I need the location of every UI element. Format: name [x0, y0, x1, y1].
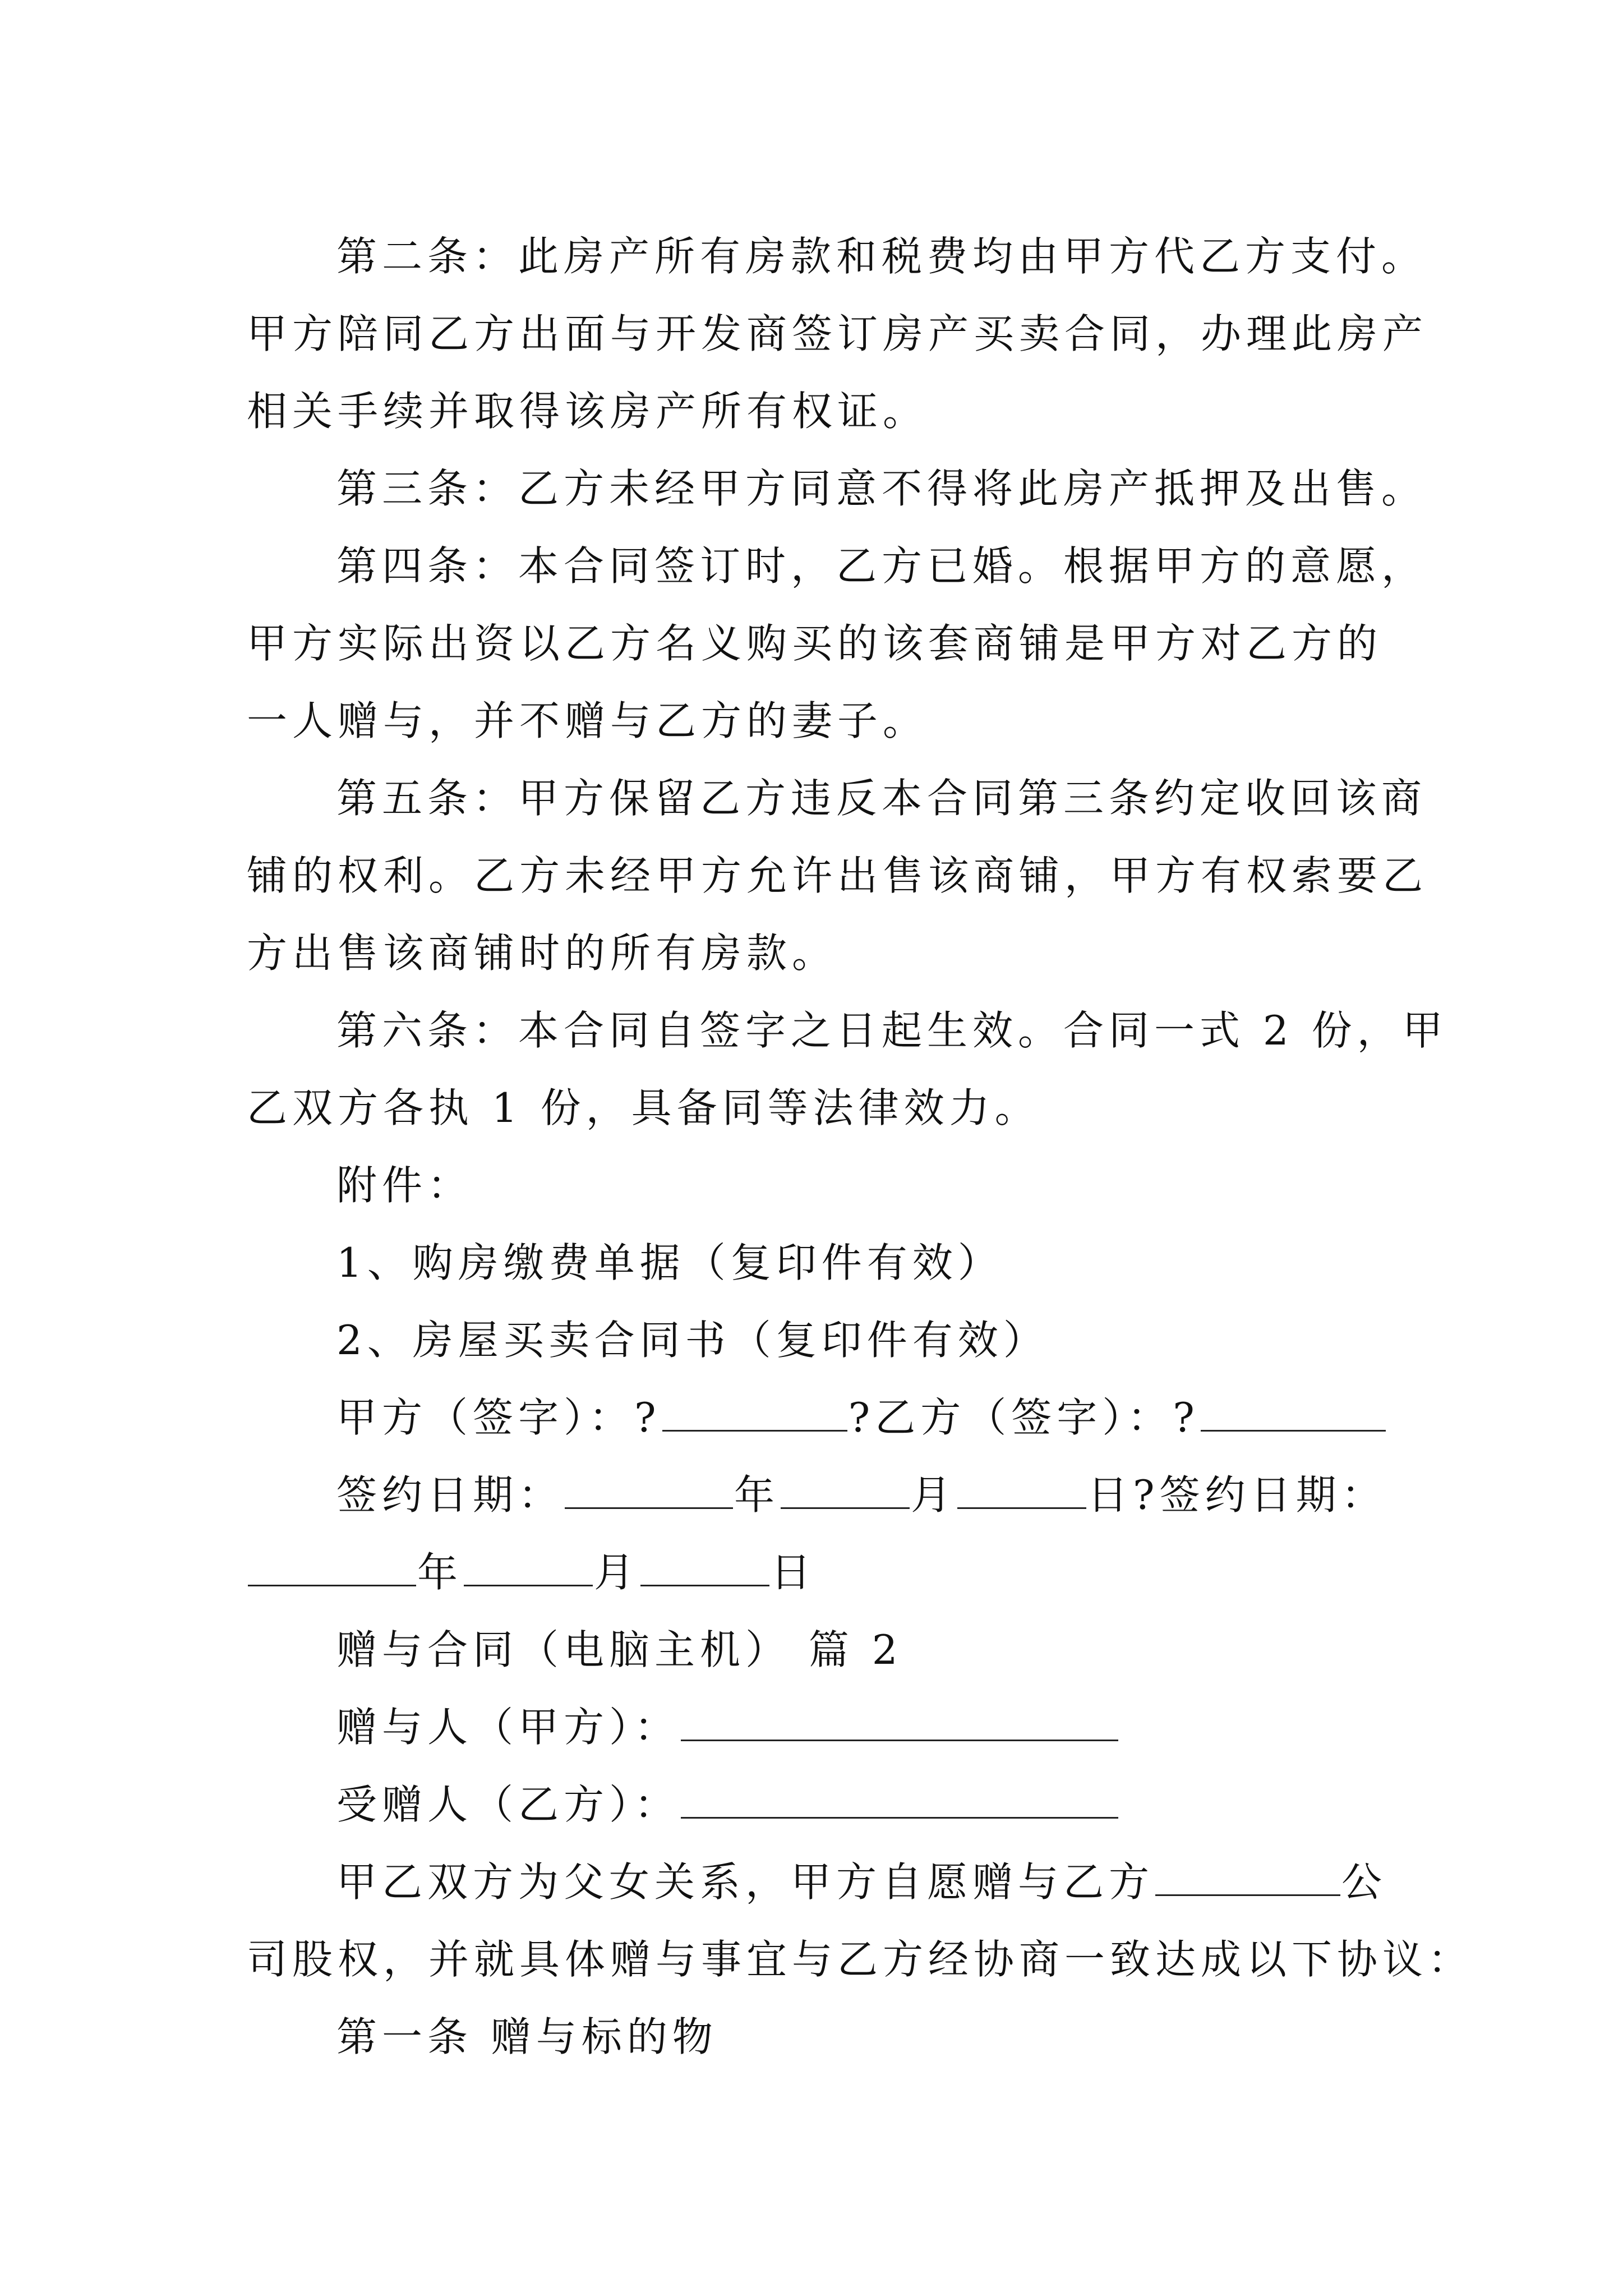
donor-blank [681, 1705, 1118, 1741]
day-blank-2 [640, 1550, 769, 1586]
party-a-sign-blank [662, 1395, 847, 1432]
party-b-sign-label: ?乙方（签字）：? [848, 1394, 1200, 1441]
attachment-1: 1、购房缴费单据（复印件有效） [336, 1239, 1003, 1286]
sign-date-line-2 [247, 1534, 1391, 1611]
article-6-line-1: 第六条：本合同自签字之日起生效。合同一式 2 份，甲 [336, 1007, 1448, 1054]
article-2-line-2: 甲方陪同乙方出面与开发商签订房产买卖合同，办理此房产 [247, 310, 1428, 357]
year-label: 年 [734, 1471, 780, 1519]
intro-line-2: 司股权，并就具体赠与事宜与乙方经协商一致达成以下协议： [247, 1936, 1474, 1983]
donee-line [247, 1766, 1391, 1843]
article-6-line-2: 乙双方各执 1 份，具备同等法律效力。 [247, 1084, 1040, 1131]
article-3: 第三条：乙方未经甲方同意不得将此房产抵押及出售。 [336, 465, 1427, 512]
donee-blank [681, 1782, 1118, 1819]
article-5-line-3: 方出售该商铺时的所有房款。 [247, 930, 838, 977]
year-label-2: 年 [417, 1549, 463, 1596]
document-body [247, 218, 1474, 2076]
article-2-line-3: 相关手续并取得该房产所有权证。 [247, 388, 929, 435]
signature-line [247, 1379, 1391, 1456]
donor-line [247, 1688, 1391, 1766]
party-a-sign-label: 甲方（签字）：? [336, 1394, 661, 1441]
intro-text-a: 甲乙双方为父女关系，甲方自愿赠与乙方 [336, 1858, 1155, 1906]
contract-2-title: 赠与合同（电脑主机） 篇 2 [336, 1626, 903, 1673]
party-b-sign-blank [1201, 1395, 1386, 1432]
month-blank [781, 1473, 910, 1509]
year-blank-2 [248, 1550, 416, 1586]
article-2-line-1: 第二条：此房产所有房款和税费均由甲方代乙方支付。 [336, 233, 1427, 280]
article-4-line-1: 第四条：本合同签订时，乙方已婚。根据甲方的意愿， [336, 542, 1427, 590]
day-label-2: 日 [771, 1549, 817, 1596]
article-5-line-1: 第五条：甲方保留乙方违反本合同第三条约定收回该商 [336, 775, 1427, 822]
article-1-heading: 第一条 赠与标的物 [336, 2013, 718, 2060]
article-4-line-2: 甲方实际出资以乙方名义购买的该套商铺是甲方对乙方的 [247, 620, 1383, 667]
month-blank-2 [464, 1550, 593, 1586]
donee-label: 受赠人（乙方）： [336, 1781, 680, 1828]
month-label: 月 [911, 1471, 957, 1519]
company-blank [1155, 1860, 1340, 1896]
intro-text-b: 公 [1341, 1858, 1387, 1906]
sign-date-line [247, 1456, 1391, 1534]
day-and-second-date-label: 日?签约日期： [1087, 1471, 1387, 1519]
month-label-2: 月 [594, 1549, 640, 1596]
article-4-line-3: 一人赠与，并不赠与乙方的妻子。 [247, 697, 929, 744]
donor-label: 赠与人（甲方）： [336, 1704, 680, 1751]
year-blank [565, 1473, 733, 1509]
attachments-title: 附件： [336, 1162, 473, 1209]
article-5-line-2: 铺的权利。乙方未经甲方允许出售该商铺，甲方有权索要乙 [247, 852, 1428, 899]
intro-line-1 [247, 1843, 1391, 1921]
sign-date-label: 签约日期： [336, 1471, 564, 1519]
day-blank [957, 1473, 1086, 1509]
attachment-2: 2、房屋买卖合同书（复印件有效） [336, 1317, 1049, 1364]
